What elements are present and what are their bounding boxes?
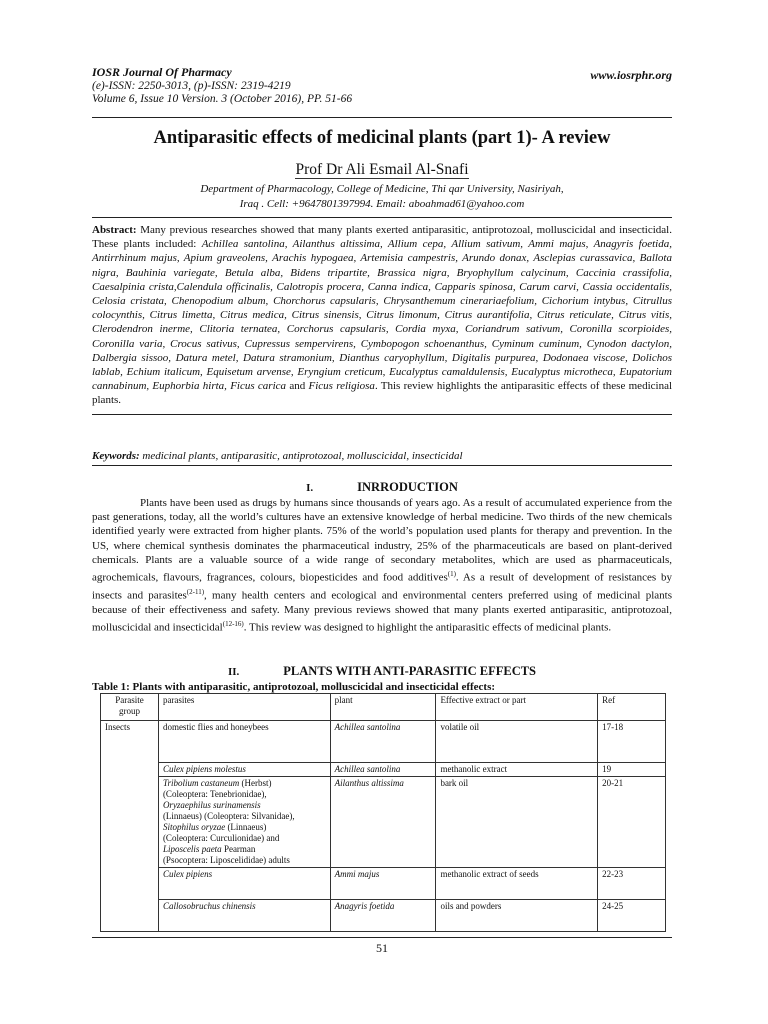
table-caption: Table 1: Plants with antiparasitic, antiprotozoal, molluscicidal and insecticidal effects:	[92, 681, 496, 693]
extract-cell: bark oil	[436, 777, 598, 868]
parasites-cell: Callosobruchus chinensis	[158, 900, 330, 932]
journal-website: www.iosrphr.org	[590, 68, 672, 82]
footer-divider	[92, 937, 672, 938]
parasites-cell	[158, 777, 330, 868]
parasites-cell: Culex pipiens	[158, 868, 330, 900]
intro-text-2: . As a result of development of resistances by insects and parasites	[92, 571, 672, 602]
ref-cell: 20-21	[598, 777, 666, 868]
header-cell: plant	[330, 694, 436, 721]
species-author: Pearman	[221, 844, 256, 854]
table-row	[101, 900, 666, 932]
abstract-label: Abstract:	[92, 224, 137, 236]
species-name: Oryzaephilus surinamensis	[162, 800, 261, 810]
header-cell: Parasite group	[101, 694, 159, 721]
section-number: I.	[306, 482, 314, 494]
section-number: II.	[227, 666, 240, 678]
section-title: INRRODUCTION	[357, 480, 458, 494]
plant-cell: Achillea santolina	[330, 763, 436, 777]
header-divider	[92, 117, 672, 118]
plant-cell: Anagyris foetida	[330, 900, 436, 932]
issn-line: (e)-ISSN: 2250-3013, (p)-ISSN: 2319-4219	[92, 79, 291, 92]
extract-cell: methanolic extract	[436, 763, 598, 777]
citation: (2-11)	[186, 587, 205, 596]
species-author: (Linnaeus)	[225, 822, 267, 832]
plants-table	[100, 693, 666, 932]
abstract-last-plant: Ficus religiosa	[308, 380, 375, 393]
parasites-cell: Culex pipiens molestus	[158, 763, 330, 777]
table-row	[101, 763, 666, 777]
abstract-text	[92, 223, 672, 408]
ref-cell: 24-25	[598, 900, 666, 932]
abstract-intro: Many previous researches showed that many plants exerted antiparasitic, antiprotozoal, molluscicidal and insecticidal. These plants included:	[92, 224, 672, 251]
species-author: (Herbst)	[239, 778, 272, 788]
keywords-label: Keywords:	[92, 450, 140, 462]
header-cell: Ref	[598, 694, 666, 721]
paper-title: Antiparasitic effects of medicinal plants (part 1)- A review	[153, 128, 611, 148]
taxonomy-text: (Coleoptera: Curculionidae) and	[162, 833, 280, 843]
journal-header	[92, 66, 352, 107]
keywords	[92, 450, 672, 466]
citation: (1)	[447, 570, 456, 579]
ref-cell: 17-18	[598, 721, 666, 763]
group-cell: Insects	[101, 721, 159, 932]
section-title: PLANTS WITH ANTI-PARASITIC EFFECTS	[283, 664, 537, 678]
citation: (12-16)	[222, 619, 244, 628]
plant-cell: Ailanthus altissima	[330, 777, 436, 868]
section-heading-introduction	[92, 480, 672, 495]
species-name: Liposcelis paeta	[162, 844, 222, 854]
parasites-cell: domestic flies and honeybees	[158, 721, 330, 763]
extract-cell: volatile oil	[436, 721, 598, 763]
affiliation-line-2: Iraq . Cell: +9647801397994. Email: aboahmad61@yahoo.com	[239, 198, 525, 210]
page-number: 51	[376, 941, 388, 955]
affiliation	[92, 182, 672, 212]
ref-cell: 19	[598, 763, 666, 777]
taxonomy-text: (Linnaeus) (Coleoptera: Silvanidae),	[162, 811, 295, 821]
header-cell: Effective extract or part	[436, 694, 598, 721]
extract-cell: methanolic extract of seeds	[436, 868, 598, 900]
abstract-section	[92, 217, 672, 415]
section-heading-plants	[92, 664, 672, 679]
species-name: Sitophilus oryzae	[162, 822, 226, 832]
intro-text-1: Plants have been used as drugs by humans since thousands of years ago. As a result of accumulated experience from the past generations, today, all the world’s cultures have an extensive knowledge of herbal medicine. Two thirds of the new chemicals identified yearly were extracted from higher plants. 75% of the world’s population used plants for therapy and prevention. In the US, where chemical synthesis dominates the pharmaceutical industry, 25% of the pharmaceuticals are based on plant-derived chemicals. Plants are a valuable source of a wide range of secondary metabolites, which are used as pharmaceuticals, agrochemicals, flavours, fragrances, colours, biopesticides and food additives	[92, 497, 672, 584]
table-row	[101, 721, 666, 763]
volume-line: Volume 6, Issue 10 Version. 3 (October 2016), PP. 51-66	[92, 93, 353, 105]
header-cell: parasites	[158, 694, 330, 721]
author-name-text: Prof Dr Ali Esmail Al-Snafi	[295, 161, 469, 178]
ref-cell: 22-23	[598, 868, 666, 900]
intro-text-4: . This review was designed to highlight the antiparasitic effects of medicinal plants.	[243, 621, 612, 634]
plant-cell: Ammi majus	[330, 868, 436, 900]
table-row	[101, 777, 666, 868]
table-row	[101, 868, 666, 900]
affiliation-line-1: Department of Pharmacology, College of Medicine, Thi qar University, Nasiriyah,	[200, 183, 564, 195]
table-header-row	[101, 694, 666, 721]
author-name	[92, 161, 672, 179]
intro-text-3: , many health centers and ecological and environmental centers preferred using of medicinal plants because of their effectiveness and safety. Many previous reviews showed that many plants exerted antiparasitic, antiprotozoal, molluscicidal and insecticidal	[92, 589, 672, 634]
journal-name: IOSR Journal Of Pharmacy	[92, 65, 232, 79]
taxonomy-text: (Psocoptera: Liposcelididae) adults	[162, 855, 290, 865]
keywords-text: medicinal plants, antiparasitic, antiprotozoal, molluscicidal, insecticidal	[139, 450, 463, 462]
extract-cell: oils and powders	[436, 900, 598, 932]
plant-cell: Achillea santolina	[330, 721, 436, 763]
abstract-closing: . This review highlights the antiparasitic effects of these medicinal plants.	[92, 380, 673, 407]
abstract-plant-list: Achillea santolina, Ailanthus altissima, Allium cepa, Allium sativum, Ammi majus, Anagyris foetida, Antirrhinum majus, Apium graveolens, Arachis hypogaea, Artemisia campestris, Arundo donax, Asclepias curassavica, Ballota nigra, Bauhinia variegate, Betula alba, Bidens tripartite, Brassica nigra, Bryophyllum calycinum, Caccinia crassifolia, Caesalpinia crista,Calendula officinalis, Calotropis procera, Canna indica, Capparis spinosa, Carum carvi, Cassia occidentalis, Celosia cristata, Chenopodium album, Chorchorus capsularis, Chrysanthemum cinerariaefolium, Cichorium intybus, Citrullus colocynthis, Citrus limetta, Citrus medica, Citrus sinensis, Citrus limonum, Citrus aurantifolia, Citrus reticulate, Citrus vitis, Clerodendron inerme, Clitoria ternatea, Corchorus capsularis, Cordia myxa, Coriandrum sativum, Coronilla scorpioides, Coronilla varia, Crocus sativus, Cupressus sempervirens, Cymbopogon schoenanthus, Cyminum cuminum, Cynodon dactylon, Dalbergia sissoo, Datura metel, Datura stramonium, Dianthus caryophyllum, Digitalis purpurea, Dodonaea viscose, Dolichos lablab, Echium italicum, Equisetum arvense, Eryngium creticum, Eucalyptus camaldulensis, Eucalyptus microtheca, Eupatorium cannabinum, Euphorbia hirta, Ficus carica	[92, 238, 672, 393]
introduction-paragraph	[92, 496, 672, 635]
abstract-and: and	[286, 380, 309, 393]
taxonomy-text: (Coleoptera: Tenebrionidae),	[162, 789, 267, 799]
species-name: Tribolium castaneum	[162, 778, 240, 788]
